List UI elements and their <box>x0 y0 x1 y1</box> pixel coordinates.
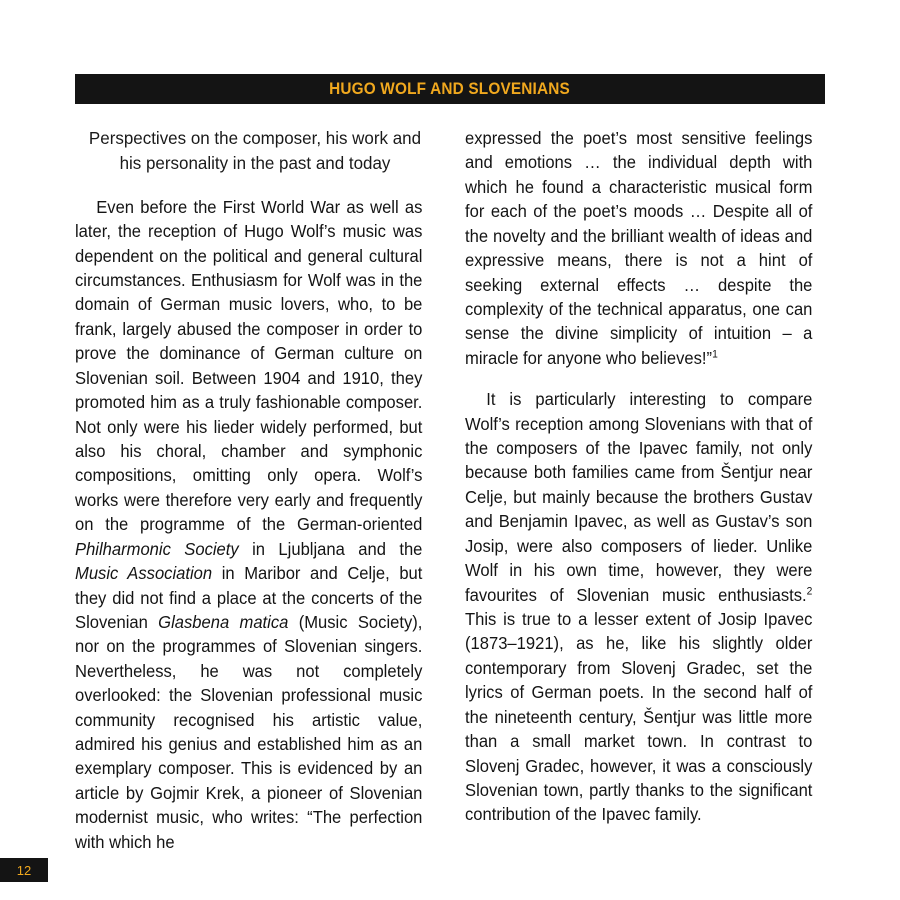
right-column <box>465 126 825 854</box>
left-paragraph-1-text-c: in Maribor and Celje, but they did not find a place at the concerts of the Slovenian <box>75 563 423 632</box>
left-paragraph-1-text-b: in Ljubljana and the <box>238 538 423 559</box>
article-subtitle: Perspectives on the composer, his work and his personality in the past and today <box>88 128 422 174</box>
left-paragraph-1-text-a: Even before the First World War as well as later, the reception of Hugo Wolf’s music was dependent on the political and general cultural circumstances. Enthusiasm for Wolf was in the domain of German music lovers, who, to be frank, largely abused the composer in order to prove the dominance of German culture on Slovenian soil. Between 1904 and 1910, they promoted him as a truly fashionable composer. Not only were his lieder widely performed, but also his choral, chamber and symphonic compositions, omitting only opera. Wolf’s works were therefore very early and frequently on the programme of the German-oriented <box>75 196 423 535</box>
right-paragraph-2-text-b: This is true to a lesser extent of Josip Ipavec (1873–1921), as he, like his slightly older contemporary from Slovenj Gradec, set the lyrics of German poets. In the second half of the nineteenth century, Šentjur was little more than a small market town. In contrast to Slovenj Gradec, however, it was a consciously Slovenian town, partly thanks to the significant contribution of the Ipavec family. <box>465 609 813 825</box>
left-paragraph-1-text-d: (Music Society), nor on the programmes of Slovenian singers. Nevertheless, he was not completely overlooked: the Slovenian professional music community recognised his artistic value, admired his genius and established him as an exemplary composer. This is evidenced by an article by Gojmir Krek, a pioneer of Slovenian modernist music, who writes: “The perfection with which he <box>75 611 423 852</box>
page-number: 12 <box>16 862 32 878</box>
footnote-marker-2: 2 <box>806 584 813 597</box>
left-paragraph-1 <box>75 195 422 854</box>
right-paragraph-2 <box>465 387 812 827</box>
italic-philharmonic-society: Philharmonic Society <box>75 538 239 559</box>
page-title: HUGO WOLF AND SLOVENIANS <box>329 79 571 98</box>
right-paragraph-2-text-a: It is particularly interesting to compare Wolf’s reception among Slovenians with that of the composers of the Ipavec family, not only because both families came from Šentjur near Celje, but mainly because the brothers Gustav and Benjamin Ipavec, as well as Gustav’s son Josip, were also composers of lieder. Unlike Wolf in his own time, however, they were favourites of Slovenian music enthusiasts. <box>465 389 813 605</box>
footnote-marker-1: 1 <box>712 348 718 361</box>
page-number-tab <box>0 858 48 882</box>
right-paragraph-1 <box>465 126 812 370</box>
left-column <box>75 126 435 854</box>
right-paragraph-1-text: expressed the poet’s most sensitive feelings and emotions … the individual depth with which he found a characteristic musical form for each of the poet’s moods … Despite all of the novelty and the brilliant wealth of ideas and expressive means, there is not a hint of seeking external effects … despite the complexity of the technical apparatus, one can sense the divine simplicity of intuition – a miracle for anyone who believes!” <box>465 128 813 368</box>
italic-music-association: Music Association <box>75 563 213 584</box>
page-header-bar <box>75 74 825 104</box>
two-column-body <box>75 126 825 854</box>
italic-glasbena-matica: Glasbena matica <box>158 611 289 632</box>
